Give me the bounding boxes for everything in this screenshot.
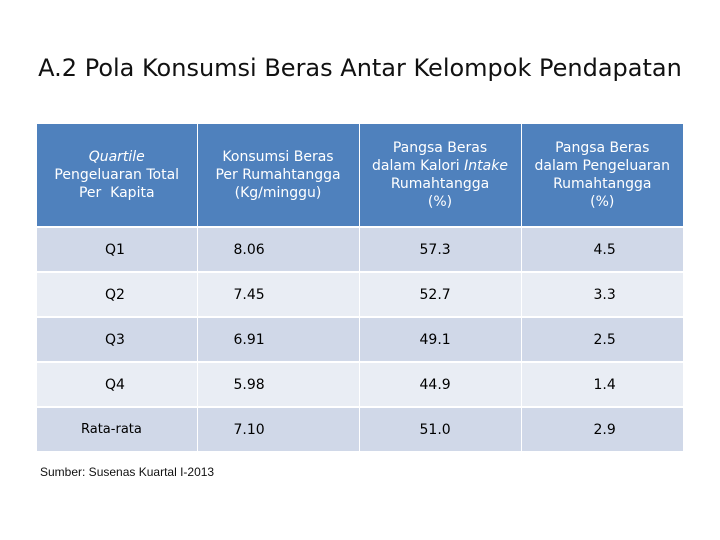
cell-quartile: Rata-rata — [37, 407, 197, 451]
cell-quartile: Q1 — [37, 227, 197, 272]
header-calorie-line3: Rumahtangga — [390, 176, 490, 192]
header-consumption — [197, 124, 359, 227]
header-consumption-line3: (Kg/minggu) — [234, 185, 322, 201]
cell-quartile: Q4 — [37, 362, 197, 407]
cell-quartile: Q3 — [37, 317, 197, 362]
source-note: Sumber: Susenas Kuartal I-2013 — [40, 465, 215, 479]
cell-consumption: 5.98 — [197, 362, 359, 407]
cell-expenditure-share: 1.4 — [521, 362, 683, 407]
header-calorie-line2-italic: Intake — [464, 158, 508, 174]
cell-calorie-share: 51.0 — [359, 407, 521, 451]
header-consumption-line1: Konsumsi Beras — [222, 149, 334, 165]
page-title: A.2 Pola Konsumsi Beras Antar Kelompok Pendapatan — [38, 54, 682, 82]
header-quartile-line1: Quartile — [88, 149, 145, 165]
cell-expenditure-share: 2.9 — [521, 407, 683, 451]
consumption-table — [37, 124, 683, 451]
header-quartile-line2: Pengeluaran Total — [54, 167, 180, 183]
header-expenditure-line3: Rumahtangga — [553, 176, 652, 192]
cell-calorie-share: 52.7 — [359, 272, 521, 317]
header-expenditure-line4: (%) — [590, 194, 615, 210]
cell-consumption: 8.06 — [197, 227, 359, 272]
cell-quartile: Q2 — [37, 272, 197, 317]
header-calorie-line2-pre: dalam Kalori — [372, 158, 465, 174]
table-row-average — [37, 407, 683, 451]
cell-expenditure-share: 4.5 — [521, 227, 683, 272]
cell-calorie-share: 57.3 — [359, 227, 521, 272]
table-header-row — [37, 124, 683, 227]
header-expenditure-share — [521, 124, 683, 227]
header-quartile-line3: Per Kapita — [78, 185, 155, 201]
header-expenditure-line2: dalam Pengeluaran — [534, 158, 670, 174]
table-row — [37, 362, 683, 407]
table-row — [37, 317, 683, 362]
table-row — [37, 227, 683, 272]
cell-consumption: 7.45 — [197, 272, 359, 317]
header-calorie-line4: (%) — [427, 194, 453, 210]
cell-consumption: 7.10 — [197, 407, 359, 451]
cell-expenditure-share: 3.3 — [521, 272, 683, 317]
table-row — [37, 272, 683, 317]
cell-calorie-share: 49.1 — [359, 317, 521, 362]
cell-expenditure-share: 2.5 — [521, 317, 683, 362]
header-expenditure-line1: Pangsa Beras — [555, 140, 650, 156]
cell-consumption: 6.91 — [197, 317, 359, 362]
header-calorie-share — [359, 124, 521, 227]
header-calorie-line1: Pangsa Beras — [392, 140, 488, 156]
header-consumption-line2: Per Rumahtangga — [215, 167, 341, 183]
cell-calorie-share: 44.9 — [359, 362, 521, 407]
header-quartile — [37, 124, 197, 227]
